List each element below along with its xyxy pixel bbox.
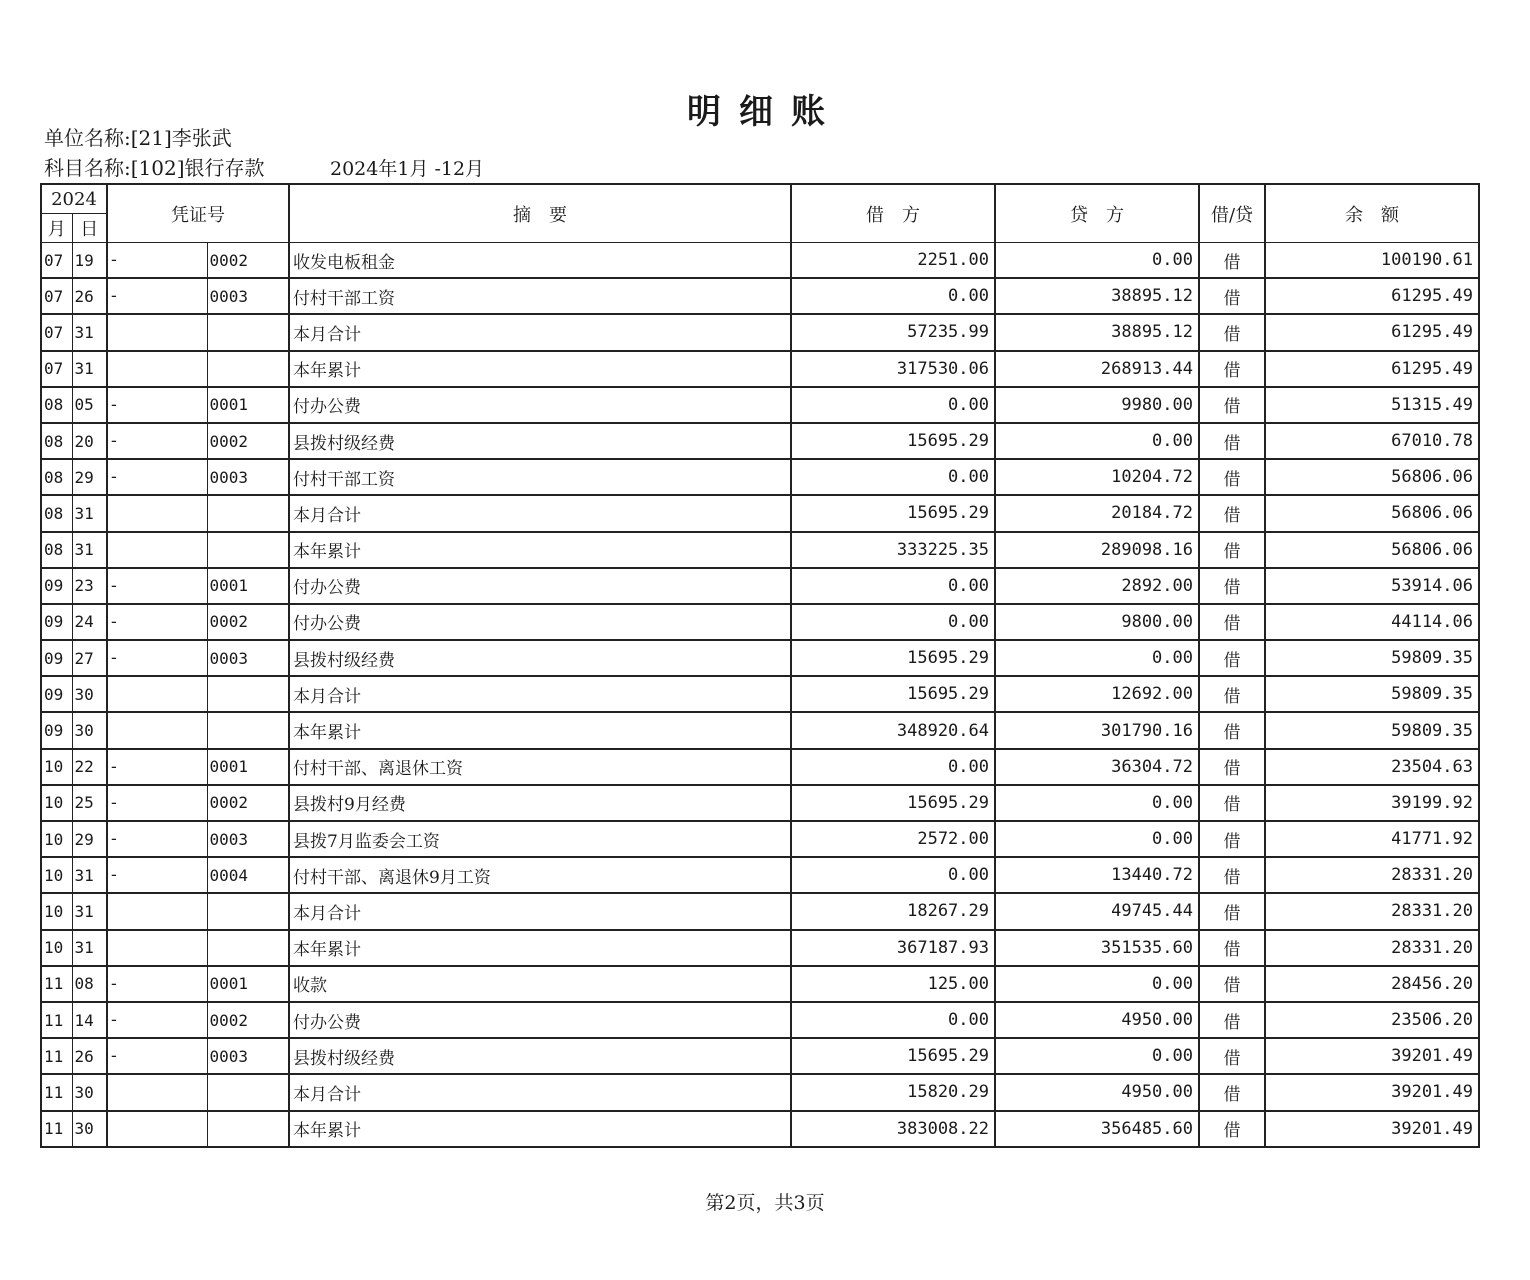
- direction-cell: 借: [1199, 351, 1265, 387]
- voucher-no-cell: 0002: [207, 423, 289, 459]
- voucher-type-cell: -: [107, 966, 207, 1002]
- credit-cell: 0.00: [995, 640, 1199, 676]
- balance-cell: 61295.49: [1265, 351, 1479, 387]
- summary-cell: 付办公费: [289, 604, 791, 640]
- debit-cell: 15695.29: [791, 1038, 995, 1074]
- voucher-no-cell: [207, 314, 289, 350]
- summary-cell: 本年累计: [289, 712, 791, 748]
- table-row: [41, 749, 1479, 785]
- month-cell: 10: [41, 930, 72, 966]
- debit-cell: 0.00: [791, 749, 995, 785]
- month-cell: 08: [41, 387, 72, 423]
- direction-cell: 借: [1199, 966, 1265, 1002]
- credit-cell: 0.00: [995, 785, 1199, 821]
- voucher-type-cell: -: [107, 568, 207, 604]
- table-row: [41, 387, 1479, 423]
- credit-cell: 0.00: [995, 966, 1199, 1002]
- summary-cell: 本年累计: [289, 532, 791, 568]
- voucher-no-cell: 0002: [207, 604, 289, 640]
- direction-cell: 借: [1199, 604, 1265, 640]
- month-cell: 11: [41, 1038, 72, 1074]
- balance-cell: 100190.61: [1265, 243, 1479, 279]
- day-cell: 25: [72, 785, 107, 821]
- voucher-type-cell: -: [107, 821, 207, 857]
- day-cell: 22: [72, 749, 107, 785]
- balance-cell: 39201.49: [1265, 1038, 1479, 1074]
- voucher-type-cell: [107, 1111, 207, 1147]
- voucher-no-cell: 0003: [207, 821, 289, 857]
- balance-cell: 44114.06: [1265, 604, 1479, 640]
- voucher-type-cell: [107, 930, 207, 966]
- voucher-no-cell: 0001: [207, 568, 289, 604]
- voucher-no-cell: [207, 495, 289, 531]
- voucher-type-cell: -: [107, 640, 207, 676]
- voucher-type-cell: [107, 351, 207, 387]
- day-cell: 20: [72, 423, 107, 459]
- direction-cell: 借: [1199, 495, 1265, 531]
- balance-cell: 39201.49: [1265, 1111, 1479, 1147]
- debit-cell: 0.00: [791, 857, 995, 893]
- credit-cell: 351535.60: [995, 930, 1199, 966]
- day-cell: 29: [72, 821, 107, 857]
- voucher-no-cell: 0003: [207, 1038, 289, 1074]
- summary-cell: 本月合计: [289, 676, 791, 712]
- direction-cell: 借: [1199, 568, 1265, 604]
- direction-cell: 借: [1199, 676, 1265, 712]
- month-cell: 09: [41, 676, 72, 712]
- table-row: [41, 604, 1479, 640]
- voucher-no-cell: 0002: [207, 243, 289, 279]
- summary-cell: 本年累计: [289, 930, 791, 966]
- month-cell: 10: [41, 785, 72, 821]
- credit-cell: 12692.00: [995, 676, 1199, 712]
- voucher-type-cell: [107, 676, 207, 712]
- direction-cell: 借: [1199, 1074, 1265, 1110]
- voucher-type-cell: -: [107, 749, 207, 785]
- voucher-type-cell: [107, 1074, 207, 1110]
- balance-cell: 28331.20: [1265, 893, 1479, 929]
- month-cell: 07: [41, 278, 72, 314]
- month-cell: 07: [41, 314, 72, 350]
- table-row: [41, 351, 1479, 387]
- day-cell: 30: [72, 712, 107, 748]
- direction-cell: 借: [1199, 314, 1265, 350]
- month-cell: 09: [41, 640, 72, 676]
- debit-cell: 15695.29: [791, 676, 995, 712]
- day-cell: 05: [72, 387, 107, 423]
- day-cell: 29: [72, 459, 107, 495]
- credit-cell: 9800.00: [995, 604, 1199, 640]
- table-row: [41, 243, 1479, 279]
- credit-cell: 10204.72: [995, 459, 1199, 495]
- debit-cell: 2572.00: [791, 821, 995, 857]
- credit-cell: 9980.00: [995, 387, 1199, 423]
- balance-cell: 59809.35: [1265, 676, 1479, 712]
- period: 2024年1月 -12月: [330, 158, 485, 180]
- summary-cell: 本月合计: [289, 314, 791, 350]
- voucher-type-cell: -: [107, 243, 207, 279]
- ledger-table: [40, 183, 1480, 1148]
- balance-cell: 23506.20: [1265, 1002, 1479, 1038]
- month-cell: 11: [41, 1111, 72, 1147]
- credit-cell: 13440.72: [995, 857, 1199, 893]
- day-cell: 30: [72, 1111, 107, 1147]
- month-cell: 07: [41, 243, 72, 279]
- month-cell: 11: [41, 1074, 72, 1110]
- voucher-type-cell: [107, 712, 207, 748]
- summary-cell: 付村干部、离退休9月工资: [289, 857, 791, 893]
- direction-cell: 借: [1199, 712, 1265, 748]
- credit-cell: 356485.60: [995, 1111, 1199, 1147]
- table-row: [41, 1111, 1479, 1147]
- voucher-no-cell: 0002: [207, 785, 289, 821]
- day-cell: 27: [72, 640, 107, 676]
- voucher-no-cell: 0002: [207, 1002, 289, 1038]
- summary-cell: 付村干部、离退休工资: [289, 749, 791, 785]
- summary-cell: 收发电板租金: [289, 243, 791, 279]
- summary-cell: 县拨村级经费: [289, 640, 791, 676]
- credit-cell: 49745.44: [995, 893, 1199, 929]
- direction-cell: 借: [1199, 1111, 1265, 1147]
- day-cell: 26: [72, 1038, 107, 1074]
- ledger-body: [41, 243, 1479, 1147]
- debit-header: 借 方: [791, 184, 995, 243]
- direction-cell: 借: [1199, 893, 1265, 929]
- direction-cell: 借: [1199, 930, 1265, 966]
- day-cell: 31: [72, 857, 107, 893]
- voucher-no-cell: 0001: [207, 387, 289, 423]
- voucher-header: 凭证号: [107, 184, 289, 243]
- voucher-type-cell: -: [107, 423, 207, 459]
- debit-cell: 2251.00: [791, 243, 995, 279]
- debit-cell: 348920.64: [791, 712, 995, 748]
- voucher-no-cell: 0003: [207, 640, 289, 676]
- day-cell: 08: [72, 966, 107, 1002]
- voucher-type-cell: -: [107, 1002, 207, 1038]
- table-row: [41, 893, 1479, 929]
- day-cell: 24: [72, 604, 107, 640]
- summary-cell: 付办公费: [289, 568, 791, 604]
- balance-cell: 23504.63: [1265, 749, 1479, 785]
- table-row: [41, 532, 1479, 568]
- debit-cell: 15695.29: [791, 495, 995, 531]
- month-cell: 10: [41, 821, 72, 857]
- direction-cell: 借: [1199, 459, 1265, 495]
- day-cell: 30: [72, 1074, 107, 1110]
- direction-header: 借/贷: [1199, 184, 1265, 243]
- credit-header: 贷 方: [995, 184, 1199, 243]
- table-row: [41, 785, 1479, 821]
- credit-cell: 0.00: [995, 1038, 1199, 1074]
- subject-name: 科目名称:[102]银行存款: [44, 156, 265, 180]
- direction-cell: 借: [1199, 278, 1265, 314]
- direction-cell: 借: [1199, 532, 1265, 568]
- debit-cell: 125.00: [791, 966, 995, 1002]
- table-row: [41, 966, 1479, 1002]
- day-cell: 31: [72, 351, 107, 387]
- voucher-type-cell: -: [107, 785, 207, 821]
- credit-cell: 20184.72: [995, 495, 1199, 531]
- voucher-type-cell: -: [107, 857, 207, 893]
- voucher-type-cell: -: [107, 278, 207, 314]
- month-cell: 08: [41, 532, 72, 568]
- credit-cell: 301790.16: [995, 712, 1199, 748]
- page-title: 明细账: [687, 92, 843, 132]
- day-cell: 23: [72, 568, 107, 604]
- balance-cell: 51315.49: [1265, 387, 1479, 423]
- summary-header: 摘 要: [289, 184, 791, 243]
- debit-cell: 15695.29: [791, 785, 995, 821]
- debit-cell: 317530.06: [791, 351, 995, 387]
- summary-cell: 付村干部工资: [289, 278, 791, 314]
- debit-cell: 0.00: [791, 278, 995, 314]
- summary-cell: 本月合计: [289, 893, 791, 929]
- day-cell: 31: [72, 532, 107, 568]
- debit-cell: 15820.29: [791, 1074, 995, 1110]
- summary-cell: 本月合计: [289, 1074, 791, 1110]
- month-cell: 10: [41, 749, 72, 785]
- month-cell: 09: [41, 712, 72, 748]
- debit-cell: 0.00: [791, 568, 995, 604]
- month-header: 月: [41, 214, 72, 243]
- month-cell: 11: [41, 966, 72, 1002]
- voucher-type-cell: [107, 495, 207, 531]
- balance-cell: 61295.49: [1265, 314, 1479, 350]
- balance-cell: 59809.35: [1265, 640, 1479, 676]
- balance-cell: 67010.78: [1265, 423, 1479, 459]
- voucher-no-cell: [207, 712, 289, 748]
- balance-cell: 56806.06: [1265, 459, 1479, 495]
- table-row: [41, 712, 1479, 748]
- debit-cell: 383008.22: [791, 1111, 995, 1147]
- credit-cell: 36304.72: [995, 749, 1199, 785]
- month-cell: 08: [41, 495, 72, 531]
- credit-cell: 0.00: [995, 423, 1199, 459]
- day-header: 日: [72, 214, 107, 243]
- voucher-type-cell: -: [107, 604, 207, 640]
- table-row: [41, 459, 1479, 495]
- direction-cell: 借: [1199, 387, 1265, 423]
- debit-cell: 0.00: [791, 387, 995, 423]
- direction-cell: 借: [1199, 640, 1265, 676]
- balance-cell: 56806.06: [1265, 532, 1479, 568]
- summary-cell: 付村干部工资: [289, 459, 791, 495]
- credit-cell: 0.00: [995, 821, 1199, 857]
- direction-cell: 借: [1199, 243, 1265, 279]
- direction-cell: 借: [1199, 423, 1265, 459]
- voucher-type-cell: -: [107, 387, 207, 423]
- credit-cell: 289098.16: [995, 532, 1199, 568]
- voucher-type-cell: [107, 314, 207, 350]
- summary-cell: 付办公费: [289, 1002, 791, 1038]
- balance-cell: 28456.20: [1265, 966, 1479, 1002]
- month-cell: 10: [41, 857, 72, 893]
- month-cell: 10: [41, 893, 72, 929]
- day-cell: 31: [72, 495, 107, 531]
- voucher-type-cell: [107, 532, 207, 568]
- credit-cell: 2892.00: [995, 568, 1199, 604]
- credit-cell: 38895.12: [995, 314, 1199, 350]
- voucher-type-cell: [107, 893, 207, 929]
- month-cell: 09: [41, 604, 72, 640]
- table-row: [41, 1002, 1479, 1038]
- day-cell: 31: [72, 930, 107, 966]
- debit-cell: 0.00: [791, 1002, 995, 1038]
- summary-cell: 本年累计: [289, 351, 791, 387]
- balance-cell: 53914.06: [1265, 568, 1479, 604]
- voucher-no-cell: 0003: [207, 459, 289, 495]
- day-cell: 19: [72, 243, 107, 279]
- month-cell: 08: [41, 459, 72, 495]
- table-row: [41, 640, 1479, 676]
- debit-cell: 367187.93: [791, 930, 995, 966]
- direction-cell: 借: [1199, 785, 1265, 821]
- table-row: [41, 676, 1479, 712]
- voucher-type-cell: -: [107, 459, 207, 495]
- page-footer: 第2页，共3页: [705, 1192, 825, 1214]
- voucher-no-cell: 0004: [207, 857, 289, 893]
- voucher-no-cell: 0001: [207, 749, 289, 785]
- balance-cell: 28331.20: [1265, 930, 1479, 966]
- summary-cell: 县拨7月监委会工资: [289, 821, 791, 857]
- unit-name: 单位名称:[21]李张武: [44, 126, 232, 150]
- day-cell: 31: [72, 893, 107, 929]
- balance-cell: 56806.06: [1265, 495, 1479, 531]
- summary-cell: 县拨村级经费: [289, 423, 791, 459]
- table-row: [41, 314, 1479, 350]
- table-row: [41, 423, 1479, 459]
- voucher-no-cell: [207, 893, 289, 929]
- table-row: [41, 930, 1479, 966]
- balance-cell: 28331.20: [1265, 857, 1479, 893]
- summary-cell: 本年累计: [289, 1111, 791, 1147]
- balance-cell: 39199.92: [1265, 785, 1479, 821]
- month-cell: 09: [41, 568, 72, 604]
- summary-cell: 付办公费: [289, 387, 791, 423]
- year-header: 2024: [41, 184, 107, 214]
- voucher-no-cell: [207, 351, 289, 387]
- direction-cell: 借: [1199, 821, 1265, 857]
- voucher-no-cell: [207, 676, 289, 712]
- voucher-type-cell: -: [107, 1038, 207, 1074]
- voucher-no-cell: [207, 1111, 289, 1147]
- direction-cell: 借: [1199, 1002, 1265, 1038]
- summary-cell: 县拨村9月经费: [289, 785, 791, 821]
- table-row: [41, 278, 1479, 314]
- summary-cell: 收款: [289, 966, 791, 1002]
- direction-cell: 借: [1199, 1038, 1265, 1074]
- debit-cell: 333225.35: [791, 532, 995, 568]
- month-cell: 08: [41, 423, 72, 459]
- credit-cell: 0.00: [995, 243, 1199, 279]
- table-row: [41, 857, 1479, 893]
- summary-cell: 县拨村级经费: [289, 1038, 791, 1074]
- balance-cell: 59809.35: [1265, 712, 1479, 748]
- debit-cell: 57235.99: [791, 314, 995, 350]
- summary-cell: 本月合计: [289, 495, 791, 531]
- debit-cell: 0.00: [791, 604, 995, 640]
- credit-cell: 38895.12: [995, 278, 1199, 314]
- credit-cell: 4950.00: [995, 1074, 1199, 1110]
- voucher-no-cell: 0003: [207, 278, 289, 314]
- table-row: [41, 495, 1479, 531]
- voucher-no-cell: [207, 930, 289, 966]
- voucher-no-cell: 0001: [207, 966, 289, 1002]
- balance-cell: 61295.49: [1265, 278, 1479, 314]
- day-cell: 26: [72, 278, 107, 314]
- credit-cell: 4950.00: [995, 1002, 1199, 1038]
- day-cell: 14: [72, 1002, 107, 1038]
- debit-cell: 0.00: [791, 459, 995, 495]
- day-cell: 30: [72, 676, 107, 712]
- debit-cell: 15695.29: [791, 640, 995, 676]
- debit-cell: 18267.29: [791, 893, 995, 929]
- direction-cell: 借: [1199, 857, 1265, 893]
- credit-cell: 268913.44: [995, 351, 1199, 387]
- month-cell: 11: [41, 1002, 72, 1038]
- table-row: [41, 821, 1479, 857]
- voucher-no-cell: [207, 532, 289, 568]
- balance-cell: 41771.92: [1265, 821, 1479, 857]
- table-row: [41, 1074, 1479, 1110]
- table-row: [41, 1038, 1479, 1074]
- month-cell: 07: [41, 351, 72, 387]
- day-cell: 31: [72, 314, 107, 350]
- balance-cell: 39201.49: [1265, 1074, 1479, 1110]
- debit-cell: 15695.29: [791, 423, 995, 459]
- balance-header: 余 额: [1265, 184, 1479, 243]
- direction-cell: 借: [1199, 749, 1265, 785]
- table-row: [41, 568, 1479, 604]
- voucher-no-cell: [207, 1074, 289, 1110]
